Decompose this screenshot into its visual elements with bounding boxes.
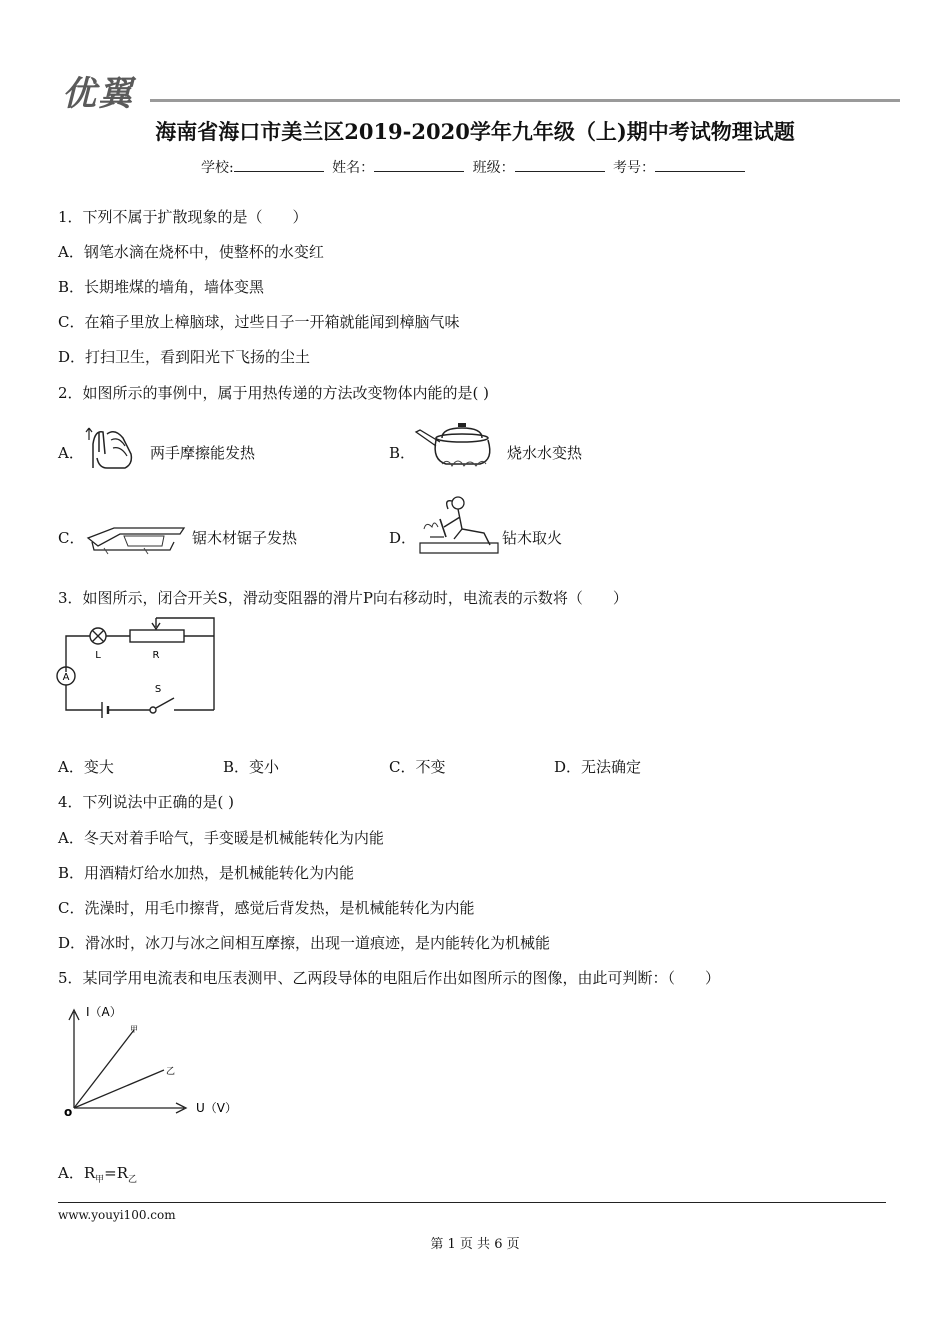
school-blank[interactable]	[234, 157, 324, 172]
q2-option-c-text: 锯木材锯子发热	[192, 529, 298, 547]
line-yi-label: 乙	[166, 1067, 176, 1077]
q1-option-d: D．打扫卫生，看到阳光下飞扬的尘土	[58, 348, 311, 366]
q2-option-a-letter: A．	[58, 444, 84, 462]
line-jia	[74, 1030, 134, 1108]
q5-a-sub-jia: 甲	[95, 1175, 105, 1185]
page-title: 海南省海口市美兰区2019-2020学年九年级（上)期中考试物理试题	[155, 119, 795, 144]
q4-option-c: C．洗澡时，用毛巾擦背，感觉后背发热，是机械能转化为内能	[58, 899, 475, 917]
lamp-label: L	[95, 650, 101, 661]
q2-option-c-letter: C．	[58, 529, 85, 547]
q3-option-b: B．变小	[223, 758, 280, 776]
circuit-diagram	[52, 614, 222, 719]
iu-graph	[58, 1000, 258, 1120]
ammeter-label: A	[62, 672, 70, 683]
q4-option-d: D．滑冰时，冰刀与冰之间相互摩擦，出现一道痕迹，是内能转化为机械能	[58, 934, 551, 952]
q1-option-c: C．在箱子里放上樟脑球，过些日子一开箱就能闻到樟脑气味	[58, 313, 460, 331]
class-label: 班级：	[472, 160, 515, 176]
footer-rule	[58, 1202, 886, 1203]
rubbing-hands-icon	[85, 424, 140, 472]
x-axis-label: U（V）	[196, 1101, 237, 1115]
q1-option-a: A．钢笔水滴在烧杯中，使整杯的水变红	[58, 243, 324, 261]
origin-label: o	[64, 1105, 73, 1119]
q4-stem: 4．下列说法中正确的是( )	[58, 793, 235, 811]
header-rule	[150, 99, 900, 102]
class-blank[interactable]	[515, 157, 605, 172]
q3-option-c: C．不变	[389, 758, 446, 776]
q2-option-d-text: 钻木取火	[502, 529, 563, 547]
q4-option-a: A．冬天对着手哈气，手变暖是机械能转化为内能	[58, 829, 384, 847]
q3-option-a: A．变大	[58, 758, 114, 776]
line-yi	[74, 1070, 164, 1108]
page-number: 第 1 页 共 6 页	[430, 1237, 520, 1252]
q2-option-b-text: 烧水水变热	[507, 444, 583, 462]
q3-option-d: D．无法确定	[554, 758, 642, 776]
q2-option-a-text: 两手摩擦能发热	[150, 444, 256, 462]
q5-stem: 5．某同学用电流表和电压表测甲、乙两段导体的电阻后作出如图所示的图像，由此可判断：（ ）	[58, 969, 721, 987]
q2-option-d-letter: D．	[389, 529, 417, 547]
y-axis-label: I（A）	[86, 1005, 122, 1019]
rheostat-label: R	[152, 650, 160, 661]
q5-a-mid: =R	[104, 1164, 129, 1182]
footer-url[interactable]: www.youyi100.com	[58, 1208, 176, 1222]
student-info-row	[0, 157, 950, 177]
q2-stem: 2．如图所示的事例中，属于用热传递的方法改变物体内能的是( )	[58, 384, 490, 402]
q5-option-a	[58, 1162, 137, 1185]
logo: 优翼	[62, 74, 134, 114]
exam-number-label: 考号：	[613, 160, 656, 176]
name-blank[interactable]	[374, 157, 464, 172]
circuit-wire	[66, 636, 90, 672]
q2-option-b-letter: B．	[389, 444, 416, 462]
q5-a-prefix: A．R	[58, 1164, 96, 1182]
name-label: 姓名：	[332, 160, 375, 176]
kettle-icon	[412, 420, 507, 470]
q1-stem: 1．下列不属于扩散现象的是（ ）	[58, 208, 308, 226]
switch-label: S	[154, 684, 162, 695]
exam-number-blank[interactable]	[655, 157, 745, 172]
line-jia-label: 甲	[130, 1025, 138, 1034]
q5-a-sub-yi: 乙	[128, 1175, 138, 1185]
saw-icon	[84, 520, 189, 556]
rheostat-icon	[130, 630, 184, 642]
school-label: 学校:	[200, 160, 234, 176]
q4-option-b: B．用酒精灯给水加热，是机械能转化为内能	[58, 864, 355, 882]
drilling-wood-fire-icon	[414, 493, 504, 557]
q3-stem: 3．如图所示，闭合开关S，滑动变阻器的滑片P向右移动时，电流表的示数将（ ）	[58, 589, 628, 607]
q1-option-b: B．长期堆煤的墙角，墙体变黑	[58, 278, 265, 296]
